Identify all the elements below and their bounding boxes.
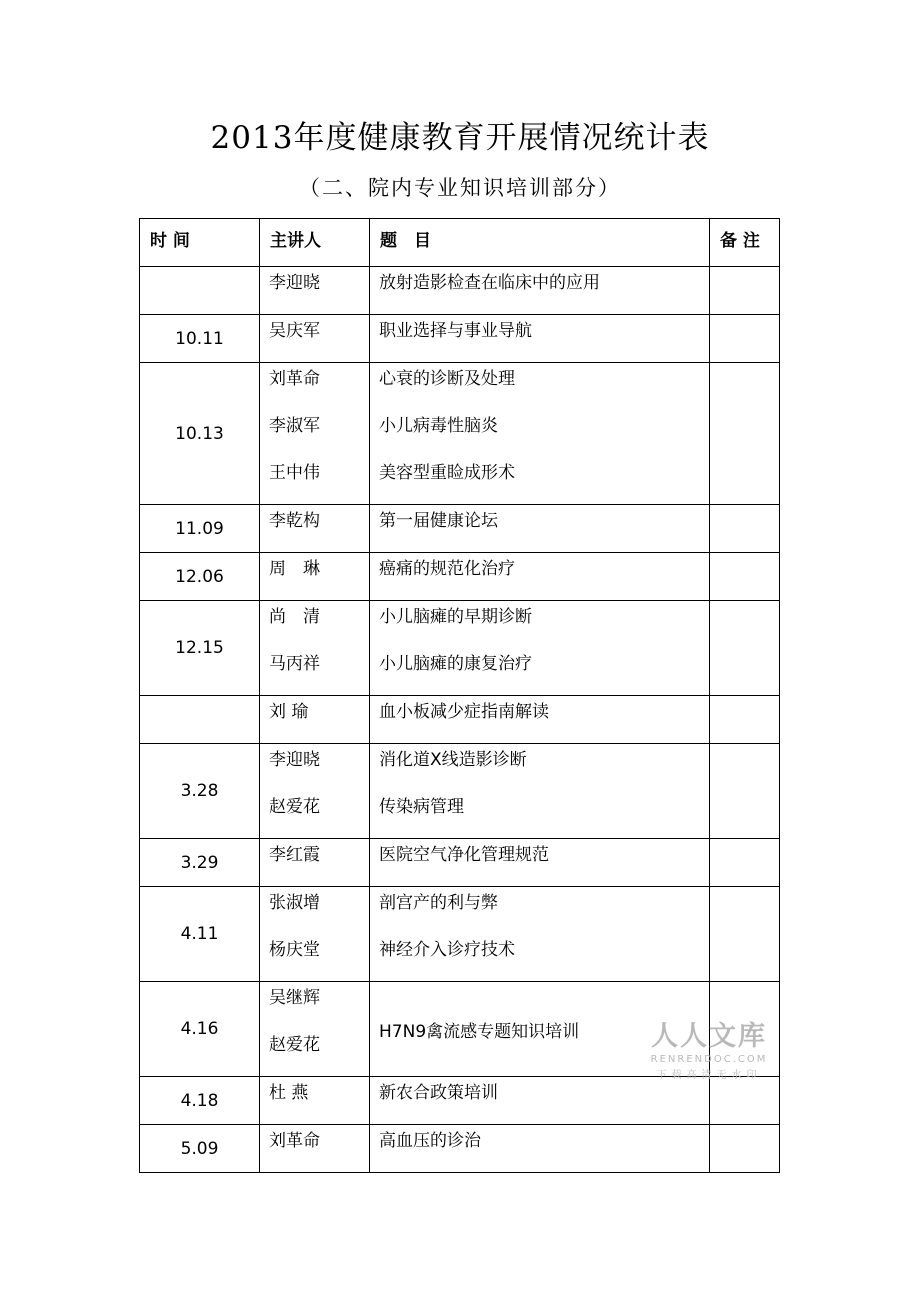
header-row bbox=[140, 219, 780, 267]
table-row bbox=[140, 1125, 780, 1173]
speaker-name: 赵爱花 bbox=[269, 1035, 320, 1055]
time-cell: 4.11 bbox=[140, 887, 260, 982]
time-cell: 12.15 bbox=[140, 601, 260, 696]
topic-title: 剖宫产的利与弊 bbox=[379, 893, 498, 913]
topic-title: 放射造影检查在临床中的应用 bbox=[379, 273, 600, 293]
topic-title: 心衰的诊断及处理 bbox=[379, 369, 515, 389]
topic-title: H7N9禽流感专题知识培训 bbox=[379, 1021, 580, 1042]
topic-title: 新农合政策培训 bbox=[379, 1083, 498, 1103]
speaker-name: 李乾构 bbox=[269, 511, 320, 531]
document-title: 2013年度健康教育开展情况统计表 bbox=[210, 120, 710, 156]
topic-cell bbox=[370, 887, 710, 982]
speaker-name: 尚 清 bbox=[269, 607, 320, 627]
table-row bbox=[140, 553, 780, 601]
remark-cell bbox=[710, 1077, 780, 1125]
remark-cell bbox=[710, 267, 780, 315]
remark-cell bbox=[710, 887, 780, 982]
topic-cell bbox=[370, 839, 710, 887]
remark-cell bbox=[710, 839, 780, 887]
topic-title: 美容型重睑成形术 bbox=[379, 463, 515, 483]
table-row bbox=[140, 315, 780, 363]
topic-title: 传染病管理 bbox=[379, 797, 464, 817]
speaker-name: 李淑军 bbox=[269, 416, 320, 436]
topic-cell bbox=[370, 601, 710, 696]
time-cell bbox=[140, 267, 260, 315]
watermark-url: RENRENDOC.COM bbox=[650, 1054, 768, 1065]
table-row bbox=[140, 744, 780, 839]
table-row bbox=[140, 505, 780, 553]
speaker-name: 李迎晓 bbox=[269, 750, 320, 770]
speaker-cell bbox=[260, 601, 370, 696]
remark-cell bbox=[710, 1125, 780, 1173]
topic-cell bbox=[370, 363, 710, 505]
watermark-brand: 人人文库 bbox=[651, 1021, 767, 1052]
speaker-name: 王中伟 bbox=[269, 463, 320, 483]
speaker-name: 刘革命 bbox=[269, 369, 320, 389]
topic-cell bbox=[370, 553, 710, 601]
speaker-cell bbox=[260, 1077, 370, 1125]
remark-cell bbox=[710, 505, 780, 553]
topic-title: 神经介入诊疗技术 bbox=[379, 940, 515, 960]
header-remark: 备 注 bbox=[710, 219, 780, 267]
header-speaker: 主讲人 bbox=[260, 219, 370, 267]
topic-title: 职业选择与事业导航 bbox=[379, 321, 532, 341]
header-time: 时 间 bbox=[140, 219, 260, 267]
table-row bbox=[140, 887, 780, 982]
topic-title: 小儿脑瘫的早期诊断 bbox=[379, 607, 532, 627]
speaker-cell bbox=[260, 839, 370, 887]
remark-cell bbox=[710, 553, 780, 601]
remark-cell bbox=[710, 315, 780, 363]
time-cell: 4.16 bbox=[140, 982, 260, 1077]
time-cell bbox=[140, 696, 260, 744]
topic-title: 高血压的诊治 bbox=[379, 1131, 481, 1151]
topic-cell bbox=[370, 315, 710, 363]
table-row bbox=[140, 839, 780, 887]
speaker-cell bbox=[260, 696, 370, 744]
speaker-name: 刘革命 bbox=[269, 1131, 320, 1151]
topic-cell bbox=[370, 267, 710, 315]
table-row bbox=[140, 696, 780, 744]
speaker-cell bbox=[260, 1125, 370, 1173]
speaker-cell bbox=[260, 553, 370, 601]
table-row bbox=[140, 267, 780, 315]
table-row bbox=[140, 1077, 780, 1125]
time-cell: 4.18 bbox=[140, 1077, 260, 1125]
speaker-name: 吴庆军 bbox=[269, 321, 320, 341]
topic-title: 癌痛的规范化治疗 bbox=[379, 559, 515, 579]
time-cell: 3.28 bbox=[140, 744, 260, 839]
speaker-cell bbox=[260, 982, 370, 1077]
speaker-name: 周 琳 bbox=[269, 559, 320, 579]
time-cell: 10.11 bbox=[140, 315, 260, 363]
speaker-name: 李红霞 bbox=[269, 845, 320, 865]
topic-cell bbox=[370, 1077, 710, 1125]
topic-title: 医院空气净化管理规范 bbox=[379, 845, 549, 865]
speaker-name: 赵爱花 bbox=[269, 797, 320, 817]
watermark bbox=[646, 1014, 772, 1081]
table-row bbox=[140, 601, 780, 696]
speaker-cell bbox=[260, 363, 370, 505]
speaker-cell bbox=[260, 744, 370, 839]
time-cell: 3.29 bbox=[140, 839, 260, 887]
topic-title: 小儿病毒性脑炎 bbox=[379, 416, 498, 436]
speaker-name: 李迎晓 bbox=[269, 273, 320, 293]
header-topic: 题 目 bbox=[370, 219, 710, 267]
topic-title: 第一届健康论坛 bbox=[379, 511, 498, 531]
speaker-name: 张淑增 bbox=[269, 893, 320, 913]
speaker-cell bbox=[260, 887, 370, 982]
watermark-tagline: 下载高清无水印 bbox=[656, 1070, 762, 1081]
speaker-name: 刘 瑜 bbox=[269, 702, 309, 722]
time-cell: 10.13 bbox=[140, 363, 260, 505]
remark-cell bbox=[710, 744, 780, 839]
document-subtitle: （二、院内专业知识培训部分） bbox=[299, 176, 621, 200]
topic-cell bbox=[370, 696, 710, 744]
speaker-name: 吴继辉 bbox=[269, 988, 320, 1008]
topic-title: 血小板减少症指南解读 bbox=[379, 702, 549, 722]
speaker-name: 杨庆堂 bbox=[269, 940, 320, 960]
remark-cell bbox=[710, 601, 780, 696]
speaker-cell bbox=[260, 267, 370, 315]
topic-cell bbox=[370, 744, 710, 839]
topic-title: 消化道X线造影诊断 bbox=[379, 750, 527, 770]
speaker-name: 马丙祥 bbox=[269, 654, 320, 674]
speaker-cell bbox=[260, 315, 370, 363]
time-cell: 12.06 bbox=[140, 553, 260, 601]
time-cell: 5.09 bbox=[140, 1125, 260, 1173]
topic-cell bbox=[370, 1125, 710, 1173]
time-cell: 11.09 bbox=[140, 505, 260, 553]
speaker-name: 杜 燕 bbox=[269, 1083, 309, 1103]
remark-cell bbox=[710, 696, 780, 744]
remark-cell bbox=[710, 363, 780, 505]
speaker-cell bbox=[260, 505, 370, 553]
topic-cell bbox=[370, 505, 710, 553]
table-row bbox=[140, 363, 780, 505]
topic-title: 小儿脑瘫的康复治疗 bbox=[379, 654, 532, 674]
